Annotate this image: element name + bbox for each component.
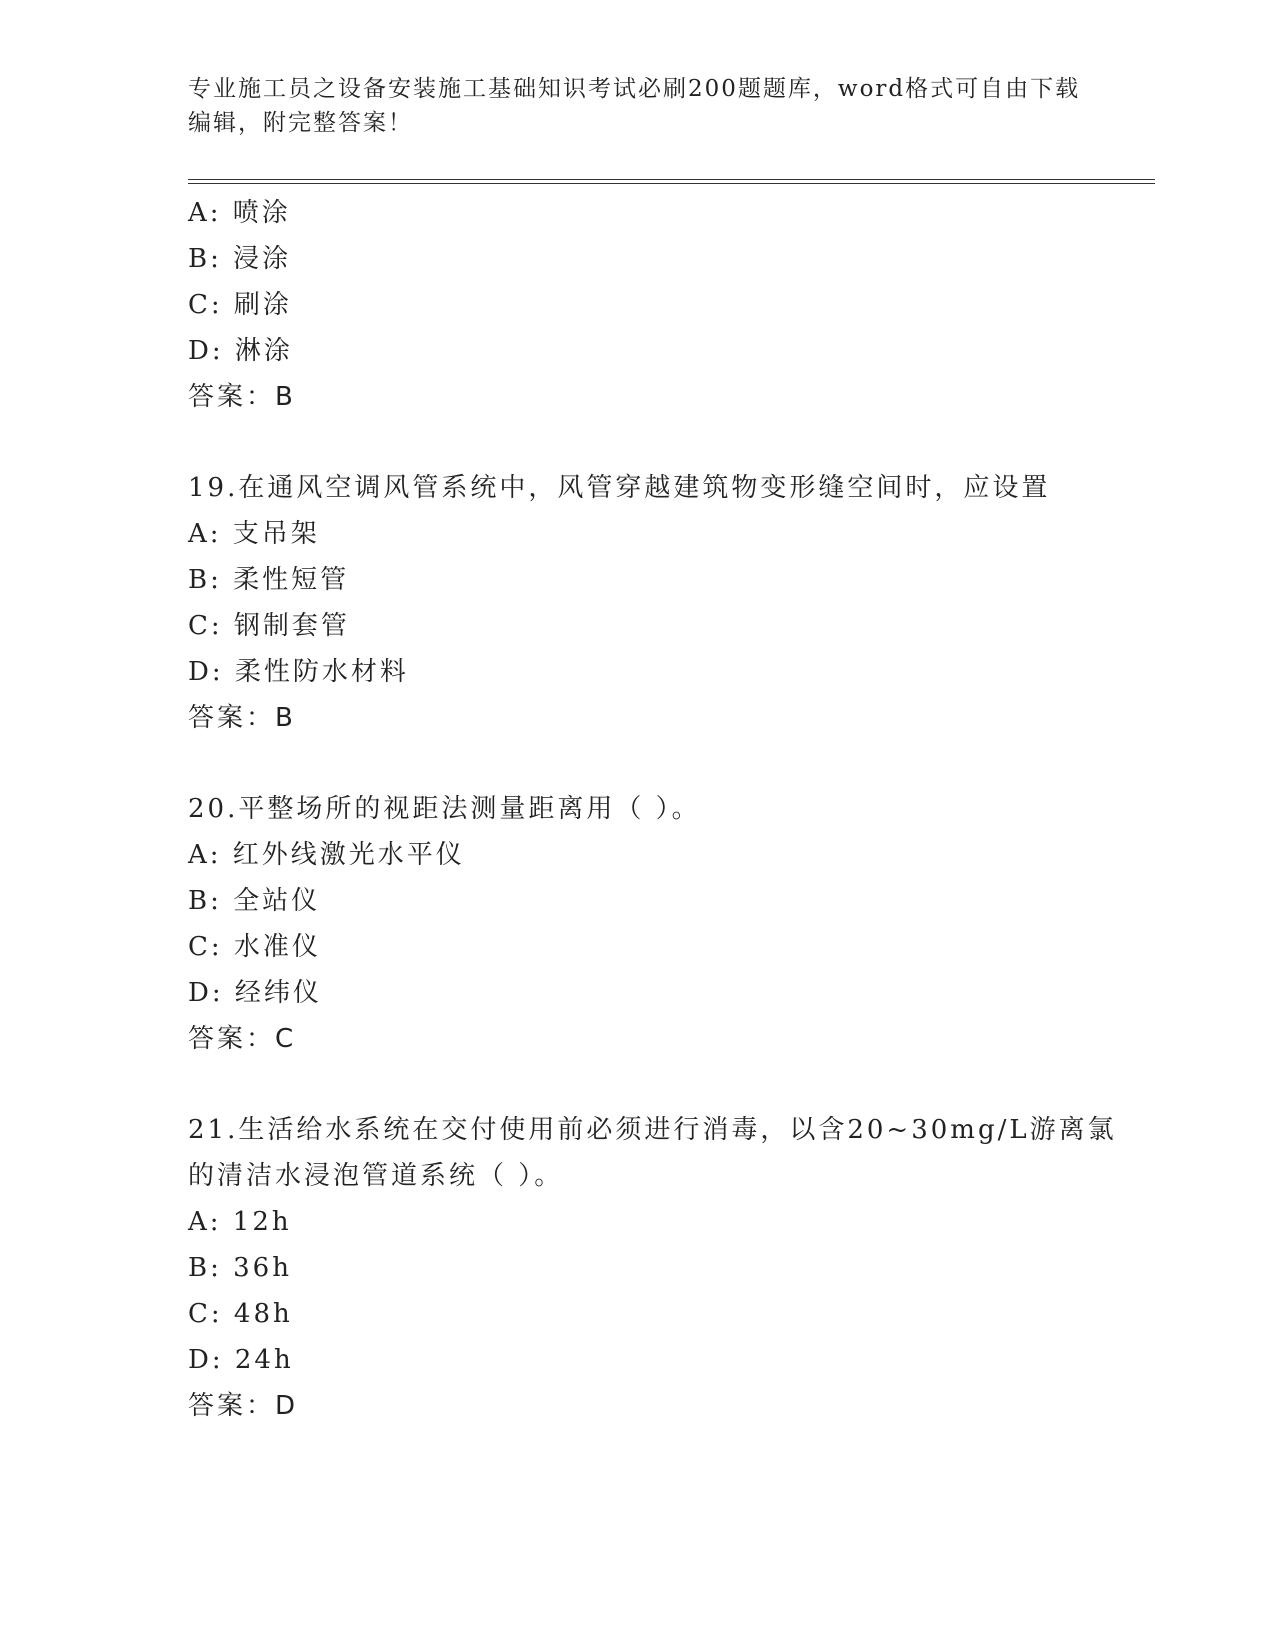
document-header: [188, 72, 1088, 140]
question-20: [188, 786, 1148, 1062]
question-18: [188, 190, 1148, 420]
option-a: A: 12h: [188, 1207, 292, 1237]
option-c: C: 钢制套管: [188, 611, 350, 641]
option-d: D: 经纬仪: [188, 978, 322, 1008]
option-b: B: 全站仪: [188, 886, 321, 916]
option-c: C: 水准仪: [188, 932, 321, 962]
option-c: C: 48h: [188, 1299, 293, 1329]
question-21: [188, 1107, 1148, 1429]
option-d: D: 淋涂: [188, 336, 293, 366]
header-line-1: 专业施工员之设备安装施工基础知识考试必刷200题题库，word格式可自由下载: [188, 76, 1081, 102]
option-b: B: 浸涂: [188, 244, 292, 274]
question-stem: 19.在通风空调风管系统中，风管穿越建筑物变形缝空间时，应设置: [188, 473, 1051, 503]
spacer: [188, 741, 1148, 786]
question-stem: 20.平整场所的视距法测量距离用（ ）。: [188, 794, 701, 824]
question-19: [188, 465, 1148, 741]
answer: 答案：B: [188, 382, 296, 412]
question-list: [188, 190, 1148, 1429]
header-line-2: 编辑，附完整答案！: [188, 110, 413, 136]
option-b: B: 柔性短管: [188, 565, 350, 595]
answer: 答案：C: [188, 1024, 297, 1054]
spacer: [188, 420, 1148, 465]
option-a: A: 喷涂: [188, 198, 291, 228]
answer: 答案：D: [188, 1391, 299, 1421]
option-d: D: 柔性防水材料: [188, 657, 409, 687]
option-a: A: 红外线激光水平仪: [188, 840, 465, 870]
option-d: D: 24h: [188, 1345, 294, 1375]
option-c: C: 刷涂: [188, 290, 292, 320]
header-divider-bottom: [188, 183, 1155, 184]
spacer: [188, 1062, 1148, 1107]
option-a: A: 支吊架: [188, 519, 320, 549]
question-stem-line-1: 21.生活给水系统在交付使用前必须进行消毒，以含20~30mg/L游离氯: [188, 1115, 1117, 1145]
option-b: B: 36h: [188, 1253, 292, 1283]
answer: 答案：B: [188, 703, 296, 733]
header-divider-top: [188, 179, 1155, 180]
question-stem-line-2: 的清洁水浸泡管道系统（ ）。: [188, 1161, 564, 1191]
